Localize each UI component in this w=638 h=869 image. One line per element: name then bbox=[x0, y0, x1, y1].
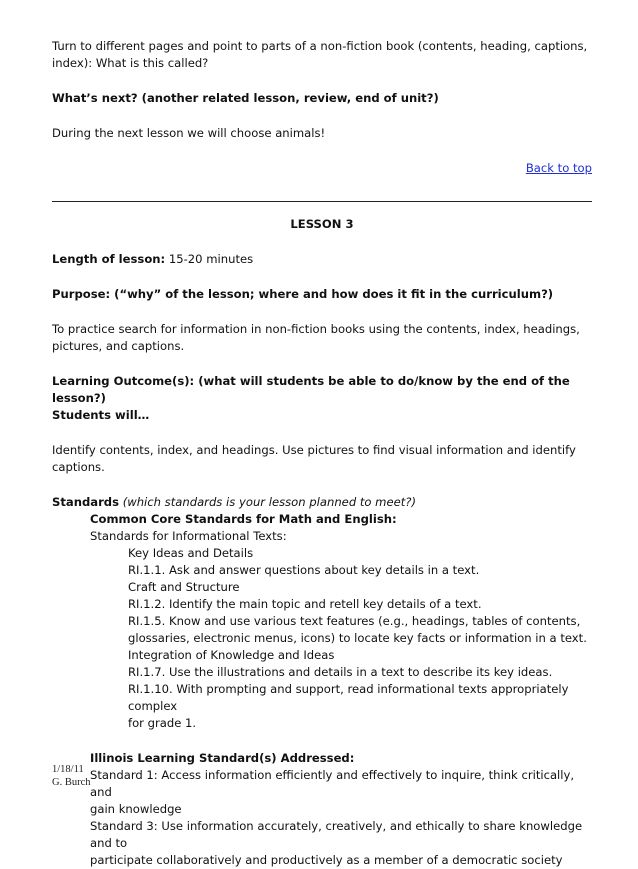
lesson-title: LESSON 3 bbox=[290, 217, 354, 231]
document-page bbox=[52, 38, 592, 869]
footer-date: 1/18/11 bbox=[52, 764, 84, 775]
illinois-item: Standard 3: Use information accurately, creatively, and ethically to share knowledge and to bbox=[90, 819, 583, 850]
length-label: Length of lesson: bbox=[52, 252, 166, 266]
standard-item: for grade 1. bbox=[128, 716, 197, 730]
standard-item: glossaries, electronic menus, icons) to locate key facts or information in a text. bbox=[128, 631, 587, 645]
standard-item: Integration of Knowledge and Ideas bbox=[128, 648, 335, 662]
illinois-item: gain knowledge bbox=[90, 802, 182, 816]
illinois-heading: Illinois Learning Standard(s) Addressed: bbox=[90, 751, 355, 765]
next-lesson-text: During the next lesson we will choose animals! bbox=[52, 126, 326, 140]
intro-line-1: Turn to different pages and point to parts of a non-fiction book (contents, heading, captions, bbox=[52, 39, 588, 53]
purpose-line-1: To practice search for information in non-fiction books using the contents, index, headings, bbox=[52, 322, 580, 336]
intro-line-2: index): What is this called? bbox=[52, 56, 209, 70]
whats-next-heading: What’s next? (another related lesson, review, end of unit?) bbox=[52, 91, 439, 105]
footer-author: G. Burch bbox=[52, 777, 91, 788]
page-footer bbox=[52, 763, 91, 789]
standards-note: (which standards is your lesson planned to meet?) bbox=[119, 495, 416, 509]
outcome-students-will: Students will… bbox=[52, 408, 150, 422]
informational-texts-heading: Standards for Informational Texts: bbox=[90, 529, 287, 543]
length-value: 15-20 minutes bbox=[165, 252, 254, 266]
standards-label: Standards bbox=[52, 495, 120, 509]
back-to-top-link[interactable]: Back to top bbox=[525, 161, 592, 175]
standard-item: RI.1.10. With prompting and support, read informational texts appropriately complex bbox=[128, 682, 569, 713]
identify-line-2: captions. bbox=[52, 460, 105, 474]
purpose-line-2: pictures, and captions. bbox=[52, 339, 185, 353]
standard-item: Key Ideas and Details bbox=[128, 546, 254, 560]
common-core-heading: Common Core Standards for Math and English: bbox=[90, 512, 397, 526]
illinois-item: Standard 1: Access information efficiently and effectively to inquire, think critically, and bbox=[90, 768, 575, 799]
illinois-item: participate collaboratively and productively as a member of a democratic society bbox=[90, 853, 563, 867]
standard-item: Craft and Structure bbox=[128, 580, 240, 594]
length-of-lesson bbox=[52, 251, 592, 268]
standards-heading bbox=[52, 494, 592, 511]
standard-item: RI.1.7. Use the illustrations and details in a text to describe its key ideas. bbox=[128, 665, 553, 679]
outcome-heading: Learning Outcome(s): (what will students be able to do/know by the end of the lesson?) bbox=[52, 374, 570, 405]
identify-line-1: Identify contents, index, and headings. Use pictures to find visual information and identify bbox=[52, 443, 576, 457]
purpose-heading: Purpose: (“why” of the lesson; where and how does it fit in the curriculum?) bbox=[52, 287, 554, 301]
standard-item: RI.1.2. Identify the main topic and retell key details of a text. bbox=[128, 597, 482, 611]
standard-item: RI.1.1. Ask and answer questions about key details in a text. bbox=[128, 563, 480, 577]
standard-item: RI.1.5. Know and use various text features (e.g., headings, tables of contents, bbox=[128, 614, 581, 628]
